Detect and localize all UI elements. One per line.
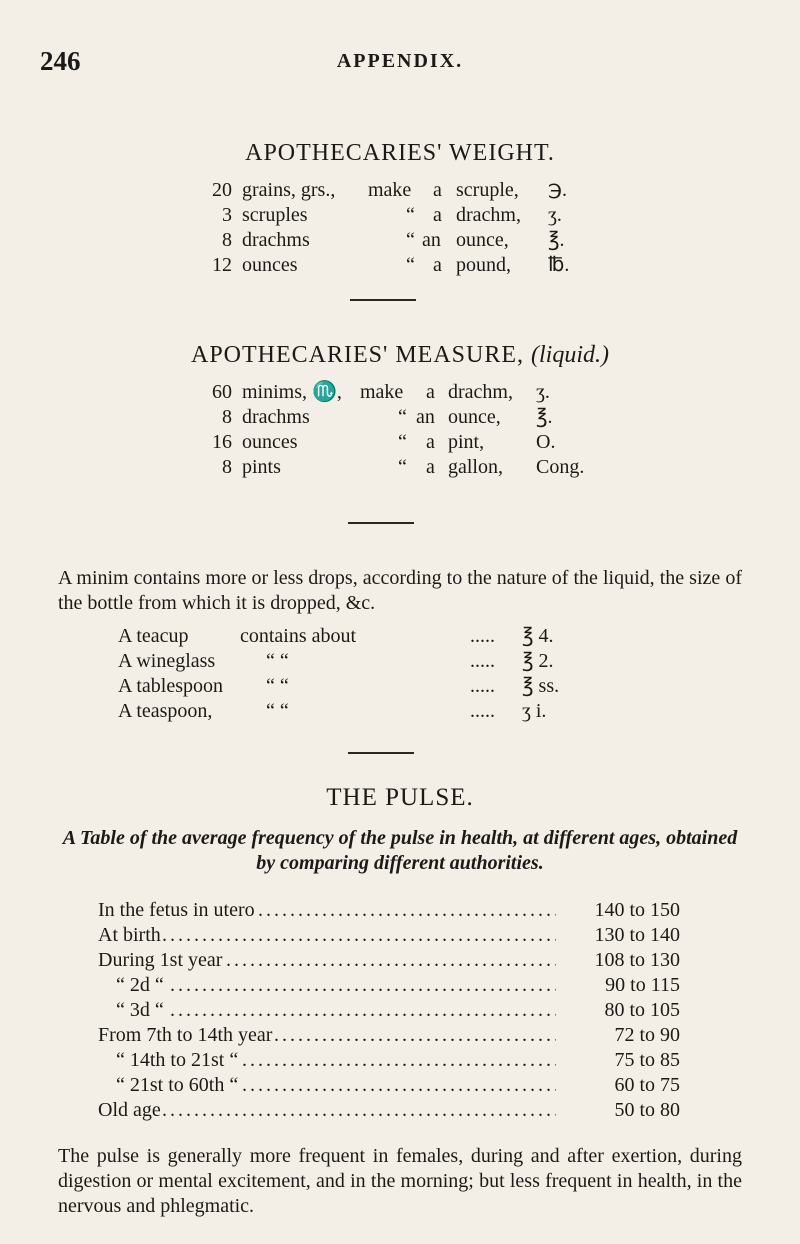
pulse-title: THE PULSE. <box>326 784 474 811</box>
divider <box>348 522 414 524</box>
measure-title: APOTHECARIES' MEASURE, (liquid.) <box>190 342 609 368</box>
page-header <box>40 46 760 76</box>
vessel-row: A teacup contains about ..... ℥ 4. <box>118 625 554 647</box>
pulse-caption: A Table of the average frequency of the pulse in health, at different ages, obtained by comparing different authorities. <box>62 827 738 874</box>
vessel-row: A wineglass “ “ ..... ℥ 2. <box>118 650 554 672</box>
pulse-closing-paragraph: The pulse is generally more frequent in females, during and after exertion, during digestion or mental excitement, and in the morning; but less frequent in health, in the nervous and phlegmatic. <box>58 1145 742 1217</box>
weight-row: 8 drachms “ an ounce, ℥. <box>222 229 565 251</box>
pulse-row: . . . At birth 130 to 140 <box>98 923 680 948</box>
pulse-row: . . . Old age 50 to 80 <box>98 1098 680 1123</box>
pulse-row: . . . From 7th to 14th year 72 to 90 <box>98 1023 680 1048</box>
divider <box>350 299 416 301</box>
minim-paragraph: A minim contains more or less drops, according to the nature of the liquid, the size of the bottle from which it is dropped, &c. <box>58 567 742 614</box>
weight-table <box>200 178 620 278</box>
measure-row: 8 drachms “ an ounce, ℥. <box>222 406 553 428</box>
pulse-row: . . . “ 21st to 60th “ 60 to 75 <box>98 1073 680 1098</box>
vessel-row: A teaspoon, “ “ ..... ʒ i. <box>118 700 547 722</box>
measure-row: 8 pints “ a gallon, Cong. <box>222 456 585 478</box>
weight-row: 3 scruples “ a drachm, ʒ. <box>222 204 562 226</box>
divider <box>348 752 414 754</box>
running-title: APPENDIX. <box>336 50 464 72</box>
pulse-row: . . . “ 3d “ 80 to 105 <box>98 998 680 1023</box>
weight-row: 12 ounces “ a pound, ℔. <box>212 254 570 276</box>
measure-row: 16 ounces “ a pint, O. <box>212 431 556 453</box>
weight-row: 20 grains, grs., make a scruple, ℈. <box>212 179 567 201</box>
measure-row: 60 minims, ♏, make a drachm, ʒ. <box>212 381 550 403</box>
pulse-row: . . . In the fetus in utero 140 to 150 <box>98 898 680 923</box>
pulse-row: . . . During 1st year 108 to 130 <box>98 948 680 973</box>
weight-title: APOTHECARIES' WEIGHT. <box>245 140 555 166</box>
page-number: 246 <box>40 46 81 76</box>
pulse-row: . . . “ 14th to 21st “ 75 to 85 <box>98 1048 680 1073</box>
measure-title-note: (liquid.) <box>531 342 609 368</box>
vessel-table <box>118 624 638 724</box>
vessel-row: A tablespoon “ “ ..... ℥ ss. <box>118 675 560 697</box>
pulse-row: . . . “ 2d “ 90 to 115 <box>98 973 680 998</box>
pulse-table <box>98 898 680 1123</box>
measure-table <box>200 380 620 480</box>
